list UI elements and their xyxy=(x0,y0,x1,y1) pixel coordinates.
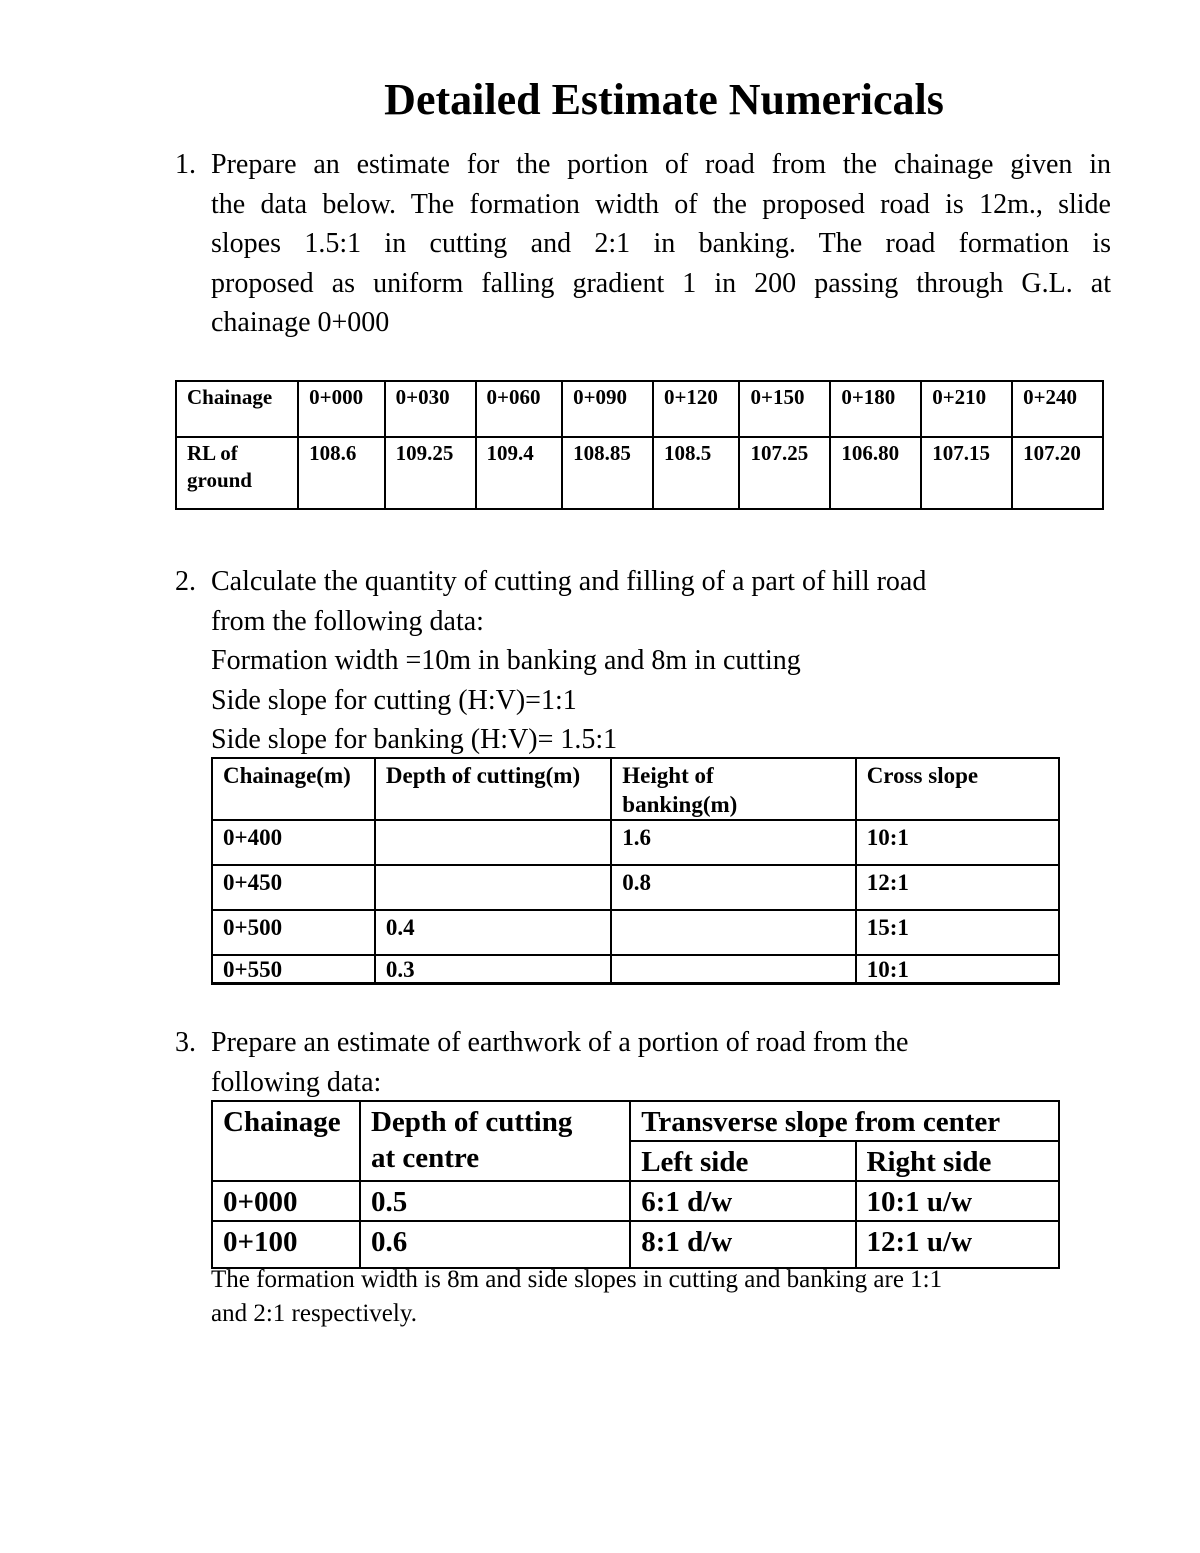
table-row xyxy=(212,1221,1059,1268)
question-line: following data: xyxy=(211,1066,382,1098)
table-cell: 0.4 xyxy=(375,910,611,955)
question-number: 3. xyxy=(175,1027,196,1058)
table-cell: 10:1 u/w xyxy=(856,1181,1060,1221)
page-title: Detailed Estimate Numericals xyxy=(384,75,944,124)
table-cell: 108.5 xyxy=(653,437,740,509)
table-row xyxy=(176,437,1103,509)
question-number: 2. xyxy=(175,566,196,597)
question-line: proposed as uniform falling gradient 1 in 200 passing through G.L. at xyxy=(211,267,1111,299)
column-header: Cross slope xyxy=(856,758,1059,820)
question-line: Prepare an estimate for the portion of road from the chainage given in xyxy=(211,149,1111,180)
table-cell: 0+090 xyxy=(562,381,653,437)
note-line: and 2:1 respectively. xyxy=(211,1300,417,1327)
column-header: Left side xyxy=(630,1141,855,1181)
cell-line: ground xyxy=(187,468,252,492)
table-header-row xyxy=(212,1101,1059,1141)
question-line: Side slope for cutting (H:V)=1:1 xyxy=(211,684,577,716)
header-line: banking(m) xyxy=(622,792,738,817)
table-cell: 0.8 xyxy=(611,865,855,910)
table-cell: 106.80 xyxy=(830,437,921,509)
table-cell: 0+550 xyxy=(212,955,375,984)
table-cell xyxy=(375,820,611,865)
column-header: Depth of cutting(m) xyxy=(375,758,611,820)
question-text xyxy=(211,1023,908,1102)
question-number: 1. xyxy=(175,149,196,180)
table-cell: 1.6 xyxy=(611,820,855,865)
question-line: slopes 1.5:1 in cutting and 2:1 in banking. The road formation is xyxy=(211,228,1111,259)
table-cell: 0+180 xyxy=(830,381,921,437)
table-row xyxy=(176,381,1103,437)
table-cell: 0+400 xyxy=(212,820,375,865)
table-cell: 0+030 xyxy=(385,381,476,437)
question-line: from the following data: xyxy=(211,605,484,637)
table-cell: 0+500 xyxy=(212,910,375,955)
question-text xyxy=(211,562,926,760)
header-line: at centre xyxy=(370,1142,480,1174)
table-cell xyxy=(611,955,855,984)
chainage-rl-table xyxy=(175,380,1104,510)
table-cell: 0+000 xyxy=(298,381,385,437)
table-cell: 15:1 xyxy=(856,910,1059,955)
table-cell: 0+450 xyxy=(212,865,375,910)
table-cell: 0+100 xyxy=(212,1221,360,1268)
table-cell: 0.3 xyxy=(375,955,611,984)
table-cell xyxy=(611,910,855,955)
table-cell: Chainage xyxy=(176,381,298,437)
table-cell: 0+210 xyxy=(921,381,1012,437)
table-row xyxy=(212,910,1059,955)
table-row xyxy=(212,865,1059,910)
table-cell: 10:1 xyxy=(856,955,1059,984)
table-row xyxy=(212,955,1059,984)
question-text xyxy=(211,145,1111,343)
table-cell: 0.6 xyxy=(360,1221,630,1268)
table-cell: 107.20 xyxy=(1012,437,1103,509)
table-cell: 12:1 u/w xyxy=(856,1221,1060,1268)
table-row xyxy=(212,820,1059,865)
table-cell: 10:1 xyxy=(856,820,1059,865)
table-cell: 0+240 xyxy=(1012,381,1103,437)
table-cell: 107.25 xyxy=(739,437,830,509)
table-cell: 0+150 xyxy=(739,381,830,437)
earthwork-table xyxy=(211,1100,1060,1269)
question-line: Prepare an estimate of earthwork of a portion of road from the xyxy=(211,1027,909,1058)
table-cell: 108.6 xyxy=(298,437,385,509)
table-cell: 8:1 d/w xyxy=(630,1221,855,1268)
table-cell: 107.15 xyxy=(921,437,1012,509)
table-row xyxy=(212,1181,1059,1221)
question-line: the data below. The formation width of the proposed road is 12m., slide xyxy=(211,188,1111,220)
question-line: Formation width =10m in banking and 8m in cutting xyxy=(211,645,801,676)
table-cell: 109.25 xyxy=(385,437,476,509)
column-header xyxy=(611,758,855,820)
table-cell: 0+120 xyxy=(653,381,740,437)
column-header: Chainage(m) xyxy=(212,758,375,820)
column-header: Chainage xyxy=(212,1101,360,1181)
table-cell: 6:1 d/w xyxy=(630,1181,855,1221)
column-header: Right side xyxy=(856,1141,1060,1181)
question-line: Side slope for banking (H:V)= 1.5:1 xyxy=(211,724,618,755)
note-line: The formation width is 8m and side slopes in cutting and banking are 1:1 xyxy=(211,1266,943,1293)
table-cell: 109.4 xyxy=(476,437,563,509)
table-header-row xyxy=(212,758,1059,820)
table-cell: 12:1 xyxy=(856,865,1059,910)
table-cell xyxy=(375,865,611,910)
question-line: chainage 0+000 xyxy=(211,307,390,338)
cell-line: RL of xyxy=(187,441,238,465)
table-cell: 0+000 xyxy=(212,1181,360,1221)
table-cell: 0.5 xyxy=(360,1181,630,1221)
formation-note xyxy=(211,1263,1091,1331)
table-cell: 108.85 xyxy=(562,437,653,509)
header-line: Height of xyxy=(622,763,714,788)
column-header xyxy=(360,1101,630,1181)
table-cell xyxy=(176,437,298,509)
column-header: Transverse slope from center xyxy=(630,1101,1059,1141)
header-line: Depth of cutting xyxy=(370,1106,573,1138)
question-line: Calculate the quantity of cutting and filling of a part of hill road xyxy=(211,566,927,597)
hill-road-table xyxy=(211,757,1060,985)
table-cell: 0+060 xyxy=(476,381,563,437)
